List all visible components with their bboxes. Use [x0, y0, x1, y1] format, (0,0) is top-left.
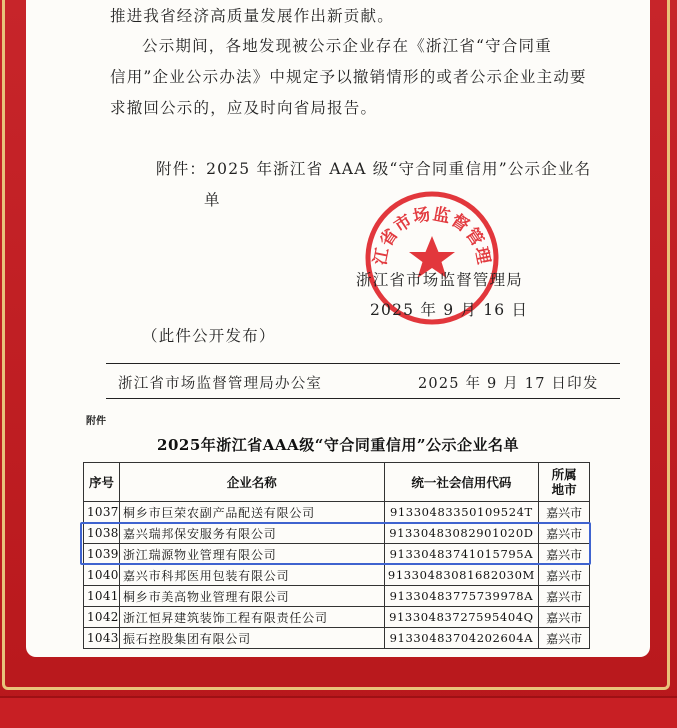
footer-office: 浙江省市场监督管理局办公室 [118, 376, 323, 392]
footer-rule-bottom [106, 398, 620, 399]
document-page [26, 0, 650, 657]
row-name: 桐乡市巨荣农副产品配送有限公司 [119, 502, 384, 523]
row-name: 嘉兴瑞邦保安服务有限公司 [119, 523, 384, 544]
row-no: 1037 [84, 502, 120, 523]
paragraph-1-end: 推进我省经济高质量发展作出新贡献。 [110, 7, 394, 25]
annex-label: 附件 [86, 416, 106, 427]
footer-print-date: 2025 年 9 月 17 日印发 [418, 376, 599, 392]
row-no: 1039 [84, 544, 120, 565]
header-city-line-1: 所属 [551, 467, 577, 482]
issuer-name: 浙江省市场监督管理局 [356, 271, 524, 289]
row-no: 1042 [84, 607, 120, 628]
bottom-red-band [0, 696, 677, 728]
row-code: 91330483704202604A [384, 628, 539, 649]
attachment-note-line-1: 附件：2025 年浙江省 AAA 级“守合同重信用”公示企业名 [156, 160, 592, 178]
row-city: 嘉兴市 [539, 628, 590, 649]
enterprise-list-table [83, 462, 590, 649]
row-no: 1038 [84, 523, 120, 544]
table-row [84, 502, 590, 523]
row-code: 91330483727595404Q [384, 607, 539, 628]
row-city: 嘉兴市 [539, 565, 590, 586]
row-city: 嘉兴市 [539, 586, 590, 607]
row-city: 嘉兴市 [539, 607, 590, 628]
attachment-note-line-2: 单 [204, 191, 221, 209]
table-row [84, 523, 590, 544]
row-no: 1043 [84, 628, 120, 649]
row-city: 嘉兴市 [539, 502, 590, 523]
row-code: 91330483775739978A [384, 586, 539, 607]
row-name: 桐乡市美高物业管理有限公司 [119, 586, 384, 607]
row-city: 嘉兴市 [539, 544, 590, 565]
row-name: 浙江恒昇建筑装饰工程有限责任公司 [119, 607, 384, 628]
header-city-line-2: 地市 [551, 482, 577, 497]
row-code: 91330483741015795A [384, 544, 539, 565]
row-name: 浙江瑞源物业管理有限公司 [119, 544, 384, 565]
table-header-row [84, 463, 590, 502]
paragraph-2-line-1: 公示期间，各地发现被公示企业存在《浙江省“守合同重 [142, 37, 552, 55]
paragraph-2-line-2: 信用”企业公示办法》中规定予以撤销情形的或者公示企业主动要 [110, 68, 587, 86]
table-row [84, 586, 590, 607]
header-no: 序号 [84, 463, 120, 502]
row-city: 嘉兴市 [539, 523, 590, 544]
row-code: 91330483082901020D [384, 523, 539, 544]
public-release-note: （此件公开发布） [142, 327, 276, 345]
row-code: 91330483081682030M [384, 565, 539, 586]
annex-title: 2025年浙江省AAA级“守合同重信用”公示企业名单 [157, 436, 519, 454]
footer-rule-top [106, 363, 620, 364]
table-row [84, 628, 590, 649]
header-city [539, 463, 590, 502]
header-code: 统一社会信用代码 [384, 463, 539, 502]
row-code: 91330483350109524T [384, 502, 539, 523]
table-row [84, 565, 590, 586]
header-name: 企业名称 [119, 463, 384, 502]
row-no: 1040 [84, 565, 120, 586]
seal-text: 江省市场监督管理 [370, 204, 494, 267]
issue-date: 2025 年 9 月 16 日 [370, 301, 529, 319]
table-row [84, 607, 590, 628]
row-name: 振石控股集团有限公司 [119, 628, 384, 649]
paragraph-2-line-3: 求撤回公示的，应及时向省局报告。 [110, 99, 378, 117]
row-name: 嘉兴市科邦医用包装有限公司 [119, 565, 384, 586]
row-no: 1041 [84, 586, 120, 607]
table-row [84, 544, 590, 565]
